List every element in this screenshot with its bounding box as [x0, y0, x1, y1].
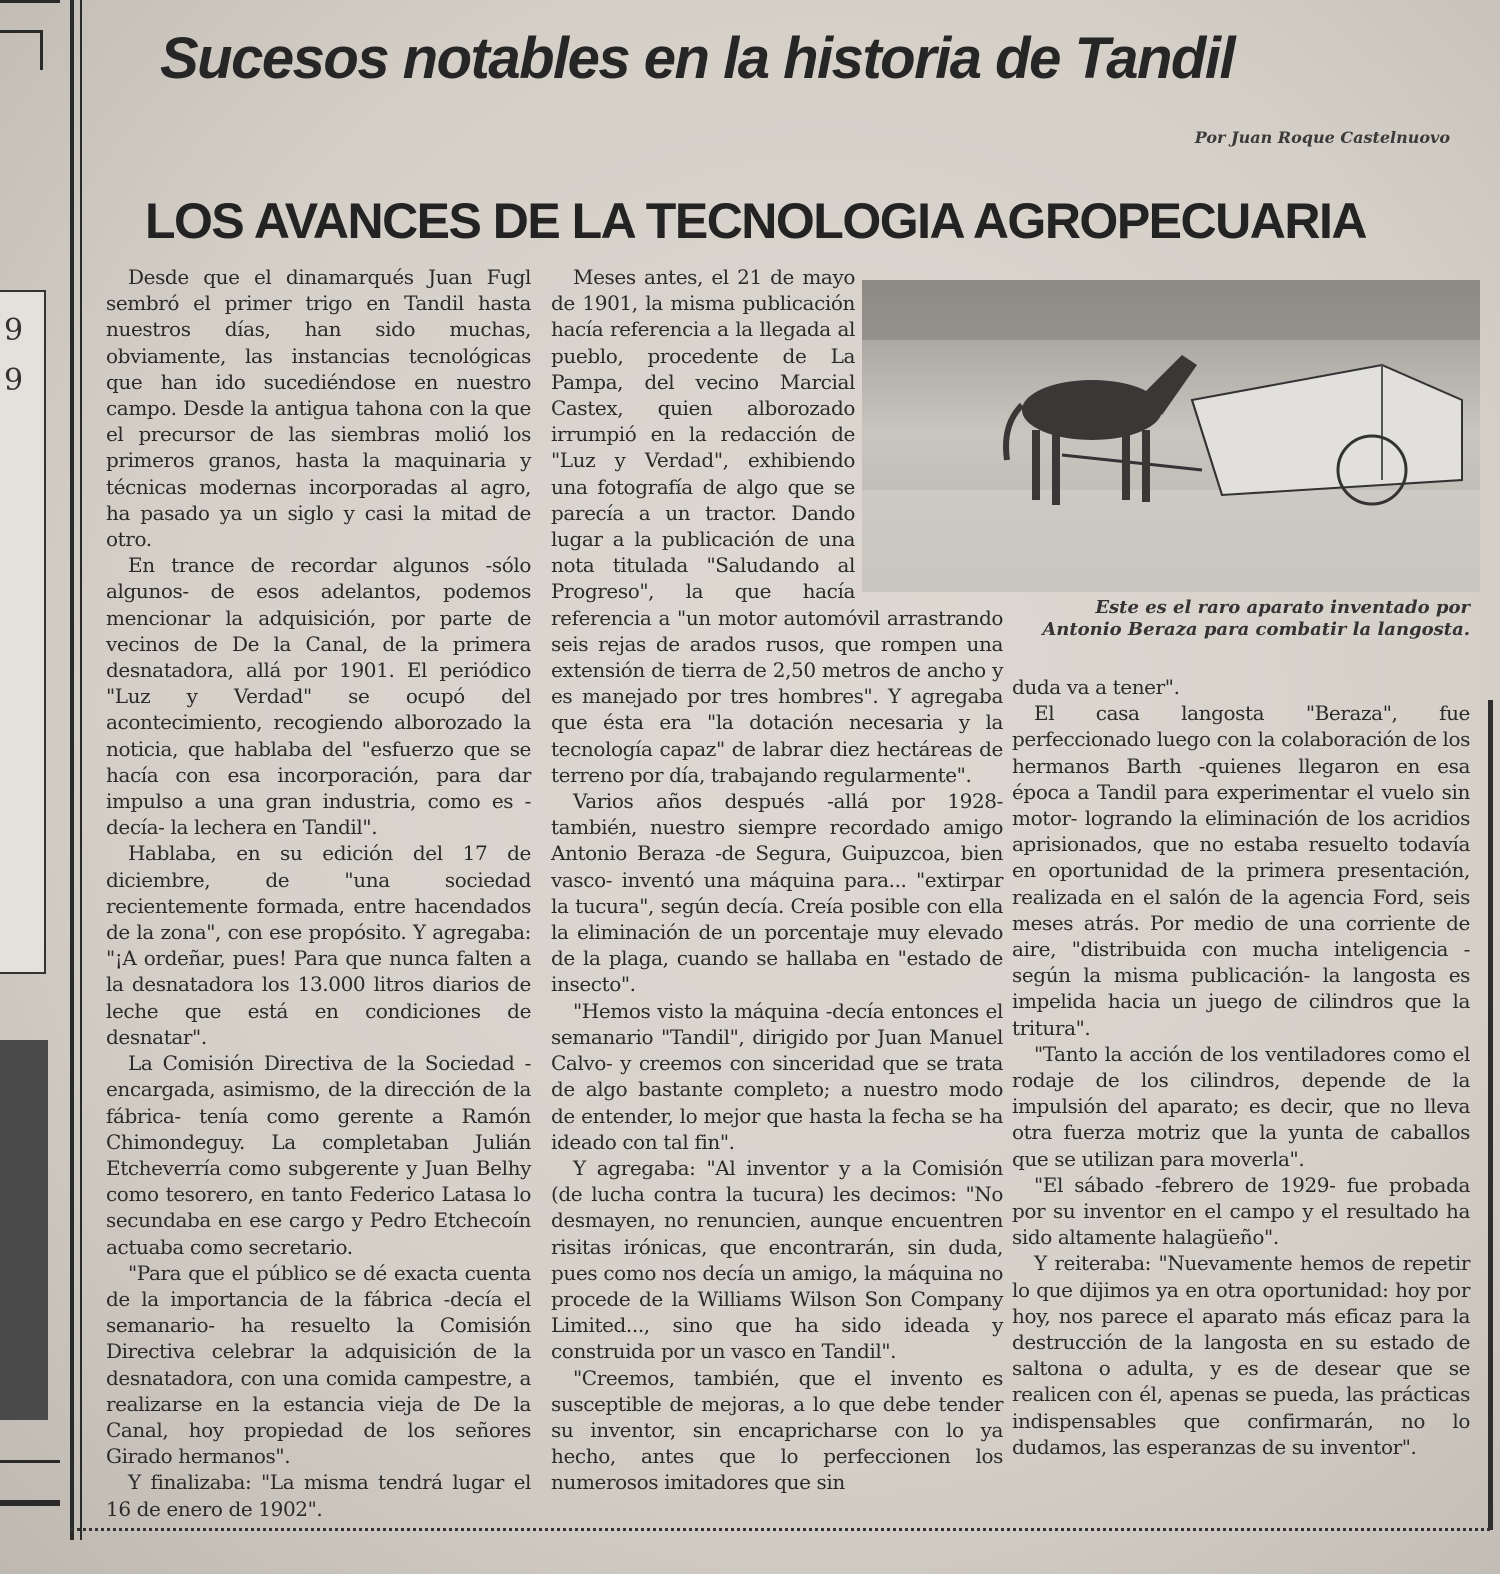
column-rule — [1488, 700, 1493, 1530]
paragraph: "Creemos, también, que el invento es susceptible de mejoras, a lo que debe tender su inventor, sin encapricharse con lo ya hecho, antes que lo perfeccionen los numerosos imitadores que sin — [551, 1365, 1003, 1495]
paragraph: Y finalizaba: "La misma tendrá lugar el 16 de enero de 1902". — [106, 1470, 531, 1521]
margin-digit: 9 — [4, 313, 24, 348]
paragraph: Y reiteraba: "Nuevamente hemos de repetir lo que dijimos ya en otra oportunidad: hoy por hoy, nos parece el aparato más eficaz para la destrucción de la langosta en su estado de saltona o adulta, y es de desear que se realicen con él, apenas se pueda, las prácticas indispensables que confirmarán, no lo dudamos, las esperanzas de su inventor". — [1012, 1251, 1470, 1459]
article-column-3 — [1012, 674, 1470, 1460]
paragraph: Desde que el dinamarqués Juan Fugl sembró el primer trigo en Tandil hasta nuestros días, han sido muchas, obviamente, las instancias tecnológicas que han ido sucediéndose en nuestro campo. Desde la antigua tahona con la que el precursor de las siembras molió los primeros granos, hasta la maquinaria y técnicas modernas incorporadas al agro, ha pasado ya un siglo y casi la mitad de otro. — [106, 265, 531, 552]
headline: LOS AVANCES DE LA TECNOLOGIA AGROPECUARIA — [145, 193, 1366, 249]
paragraph: "Para que el público se dé exacta cuenta de la importancia de la fábrica -decía el semanario- ha resuelto la Comisión Directiva celebrar la adquisición de la desnatadora, con una comida campestre, a realizarse en la estancia vieja de De la Canal, hoy propiedad de los señores Girado hermanos". — [106, 1260, 531, 1469]
paragraph: Y agregaba: "Al inventor y a la Comisión (de lucha contra la tucura) les decimos: "No desmayen, no renuncien, aunque encuentren risitas irónicas, que encontrarán, sin duda, pues como nos decía un amigo, la máquina no procede de la Williams Wilson Son Company Limited..., sino que ha sido ideada y construida por un vasco en Tandil". — [551, 1155, 1003, 1364]
margin-digit: 9 — [4, 363, 24, 398]
paragraph: Meses antes, el 21 de mayo de 1901, la misma publicación hacía referencia a la llegada al pueblo, procedente de La Pampa, del vecino Marcial Castex, quien alborozado irrumpió en la redacción de "Luz y Verdad", exhibiendo una fotografía de algo que se parecía a un tractor. Dando lugar a la publicación de una nota titulada "Saludando al Progreso", la que hacía referencia a "un motor automóvil arrastrando seis rejas de arados rusos, que rompen una extensión de tierra de 2,50 metros de ancho y es manejado por tres hombres". Y agregaba que ésta era "la dotación necesaria y la tecnología capaz" de labrar diez hectáreas de terreno por día, trabajando regularmente". — [551, 265, 1003, 787]
paragraph: "El sábado -febrero de 1929- fue probada por su inventor en el campo y el resultado ha sido altamente halagüeño". — [1012, 1172, 1470, 1250]
paragraph: Varios años después -allá por 1928- también, nuestro siempre recordado amigo Antonio Beraza -de Segura, Guipuzcoa, bien vasco- inventó una máquina para... "extirpar la tucura", según decía. Creía posible con ella la eliminación de un porcentaje muy elevado de la plaga, cuando se hallaba en "estado de insecto". — [551, 789, 1003, 997]
paragraph: duda va a tener". — [1012, 675, 1180, 699]
adjacent-dark-block — [0, 1040, 48, 1420]
paragraph: En trance de recordar algunos -sólo algunos- de esos adelantos, podemos mencionar la adquisición, por parte de vecinos de De la Canal, de la primera desnatadora, allá por 1901. El periódico "Luz y Verdad" se ocupó del acontecimiento, recogiendo alborozado la noticia, que hablaba del "esfuerzo que se hacía con esa incorporación, para dar impulso a una gran industria, como es -decía- la lechera en Tandil". — [106, 553, 531, 840]
article-photo-locust-machine — [862, 280, 1480, 592]
paragraph: "Tanto la acción de los ventiladores como el rodaje de los cilindros, depende de la impulsión del aparato; es decir, que no lleva otra fuerza motriz que la yunta de caballos que se utilizan para moverla". — [1012, 1041, 1470, 1171]
byline: Por Juan Roque Castelnuovo — [1194, 128, 1450, 147]
bottom-rule — [70, 1528, 1490, 1531]
paragraph: La Comisión Directiva de la Sociedad -encargada, asimismo, de la dirección de la fábrica- tenía como gerente a Ramón Chimondeguy. La completaban Julián Etcheverría como subgerente y Juan Belhy como tesorero, en tanto Federico Latasa lo secundaba en ese cargo y Pedro Etchecoín actuaba como secretario. — [106, 1051, 531, 1259]
adjacent-column-fragment — [0, 290, 46, 974]
photo-caption: Este es el raro aparato inventado por Antonio Beraza para combatir la langosta. — [1042, 597, 1470, 640]
series-title: Sucesos notables en la historia de Tandil — [160, 26, 1235, 91]
paragraph: "Hemos visto la máquina -decía entonces el semanario "Tandil", dirigido por Juan Manuel Calvo- y creemos con sinceridad que se trata de algo bastante completo; a nuestro modo de entender, lo mejor que hasta la fecha se ha ideado con tal fin". — [551, 998, 1003, 1154]
paragraph: Hablaba, en su edición del 17 de diciembre, de "una sociedad recientemente formada, entre hacendados de la zona", con ese propósito. Y agregaba: "¡A ordeñar, pues! Para que nunca falten a la desnatadora los 13.000 litros diarios de leche que está en condiciones de desnatar". — [106, 841, 531, 1049]
article-column-1 — [106, 264, 531, 1522]
paragraph: El casa langosta "Beraza", fue perfeccionado luego con la colaboración de los hermanos Barth -quienes llegaron en esa época a Tandil para experimentar el vuelo sin motor- logrando la eliminación de los acridios aprisionados, que no estaba resuelto todavía en oportunidad de la primera presentación, realizada en el salón de la agencia Ford, seis meses atrás. Por medio de una corriente de aire, "distribuida con mucha inteligencia -según la misma publicación- la langosta es impelida hacia un juego de cilindros que la tritura". — [1012, 701, 1470, 1040]
